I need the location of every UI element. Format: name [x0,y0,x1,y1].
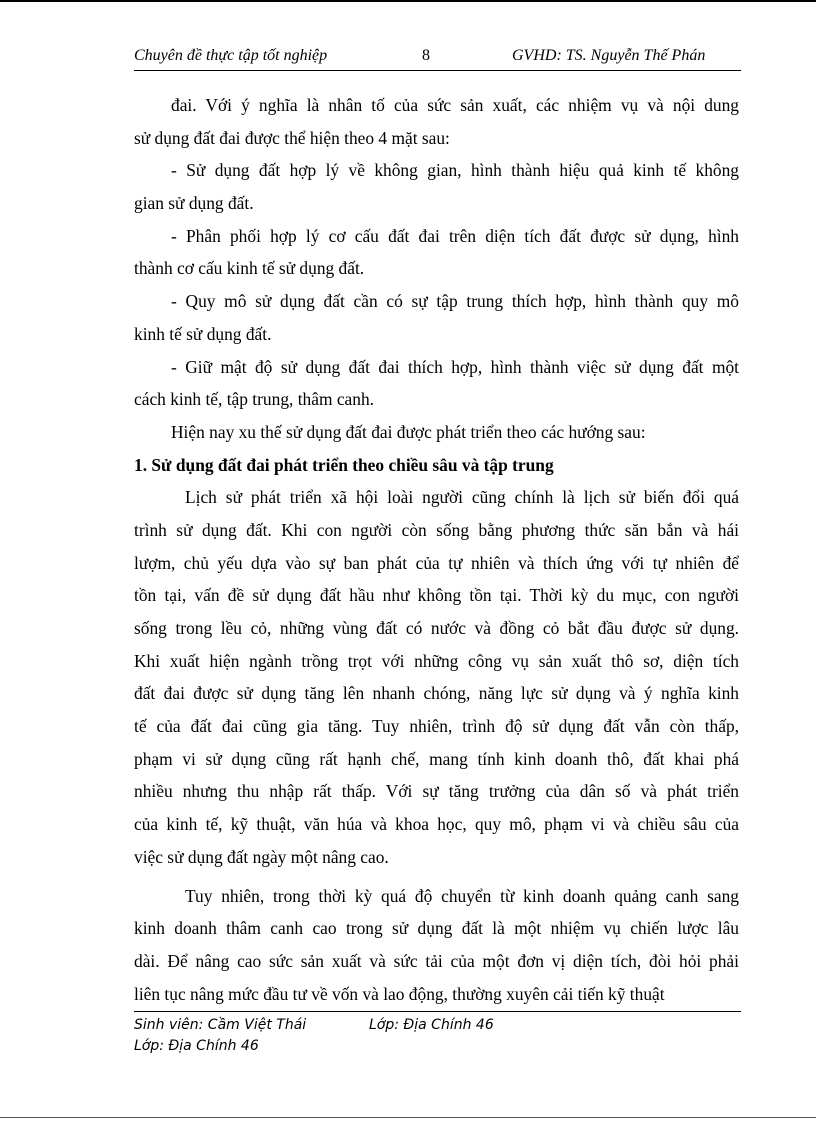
text-line: kinh tế sử dụng đất. [134,323,272,344]
text-line: nhiều nhưng thu nhập rất thấp. Với sự tăng trưởng của dân số và phát triển [134,781,739,802]
footer-class: Lớp: Địa Chính 46 [369,1017,494,1033]
document-body [134,89,739,1010]
text-line: dài. Để nâng cao sức sản xuất và sức tải của một đơn vị diện tích, đòi hỏi phải [134,950,739,971]
text-line: Lịch sử phát triển xã hội loài người cũng chính là lịch sử biến đổi quá [185,487,739,508]
text-line: - Giữ mật độ sử dụng đất đai thích hợp, hình thành việc sử dụng đất một [171,356,739,377]
text-line: đất đai được sử dụng tăng lên nhanh chóng, năng lực sử dụng và ý nghĩa kinh [134,683,739,704]
footer-student: Sinh viên: Cầm Việt Thái [134,1017,307,1033]
text-line: cách kinh tế, tập trung, thâm canh. [134,389,375,410]
text-line: - Phân phối hợp lý cơ cấu đất đai trên diện tích đất được sử dụng, hình [171,225,739,246]
text-line: Hiện nay xu thế sử dụng đất đai được phát triển theo các hướng sau: [171,421,646,442]
text-line: - Quy mô sử dụng đất cần có sự tập trung thích hợp, hình thành quy mô [171,291,739,312]
section-heading: 1. Sử dụng đất đai phát triển theo chiều sâu và tập trung [134,454,554,475]
footer-class-secondary: Lớp: Địa Chính 46 [134,1038,259,1054]
text-line: kinh doanh thâm canh cao trong sử dụng đất là một nhiệm vụ chiến lược lâu [134,918,739,939]
text-line: phạm vi sử dụng cũng rất hạnh chế, mang tính kinh doanh thô, đất khai phá [134,748,739,769]
text-line: đai. Với ý nghĩa là nhân tố của sức sản xuất, các nhiệm vụ và nội dung [171,95,739,115]
page-bottom-border [0,1117,816,1118]
page-top-border [0,0,816,2]
text-line: thành cơ cấu kinh tế sử dụng đất. [134,258,365,279]
header-advisor: GVHD: TS. Nguyễn Thế Phán [512,47,706,64]
page-number: 8 [422,47,430,64]
text-line: gian sử dụng đất. [134,193,254,214]
text-line: của kinh tế, kỹ thuật, văn húa và khoa học, quy mô, phạm vi và chiều sâu của [134,814,739,835]
footer-rule [134,1011,741,1012]
header-title: Chuyên đề thực tập tốt nghiệp [134,47,328,64]
text-line: - Sử dụng đất hợp lý về không gian, hình thành hiệu quả kinh tế không [171,160,739,181]
text-line: sử dụng đất đai được thể hiện theo 4 mặt sau: [134,127,450,148]
text-line: lượm, chủ yếu dựa vào sự ban phát của tự nhiên và thích ứng với tự nhiên để [134,552,739,573]
text-line: sống trong lều cỏ, những vùng đất có nước và đồng cỏ bắt đầu được sử dụng. [134,618,739,638]
page-header [134,47,741,69]
header-rule [134,70,741,71]
text-line: việc sử dụng đất ngày một nâng cao. [134,846,389,867]
text-line: tế của đất đai cũng gia tăng. Tuy nhiên, trình độ sử dụng đất vẫn còn thấp, [134,716,739,737]
text-line: Khi xuất hiện ngành trồng trọt với những công vụ sản xuất thô sơ, diện tích [134,650,739,671]
text-line: liên tục nâng mức đầu tư về vốn và lao động, thường xuyên cải tiến kỹ thuật [134,983,665,1004]
text-line: trình sử dụng đất. Khi con người còn sống bằng phương thức săn bắn và hái [134,519,739,540]
text-line: tồn tại, vấn đề sử dụng đất hầu như không tồn tại. Thời kỳ du mục, con người [134,585,739,606]
text-line: Tuy nhiên, trong thời kỳ quá độ chuyển từ kinh doanh quảng canh sang [185,885,739,906]
